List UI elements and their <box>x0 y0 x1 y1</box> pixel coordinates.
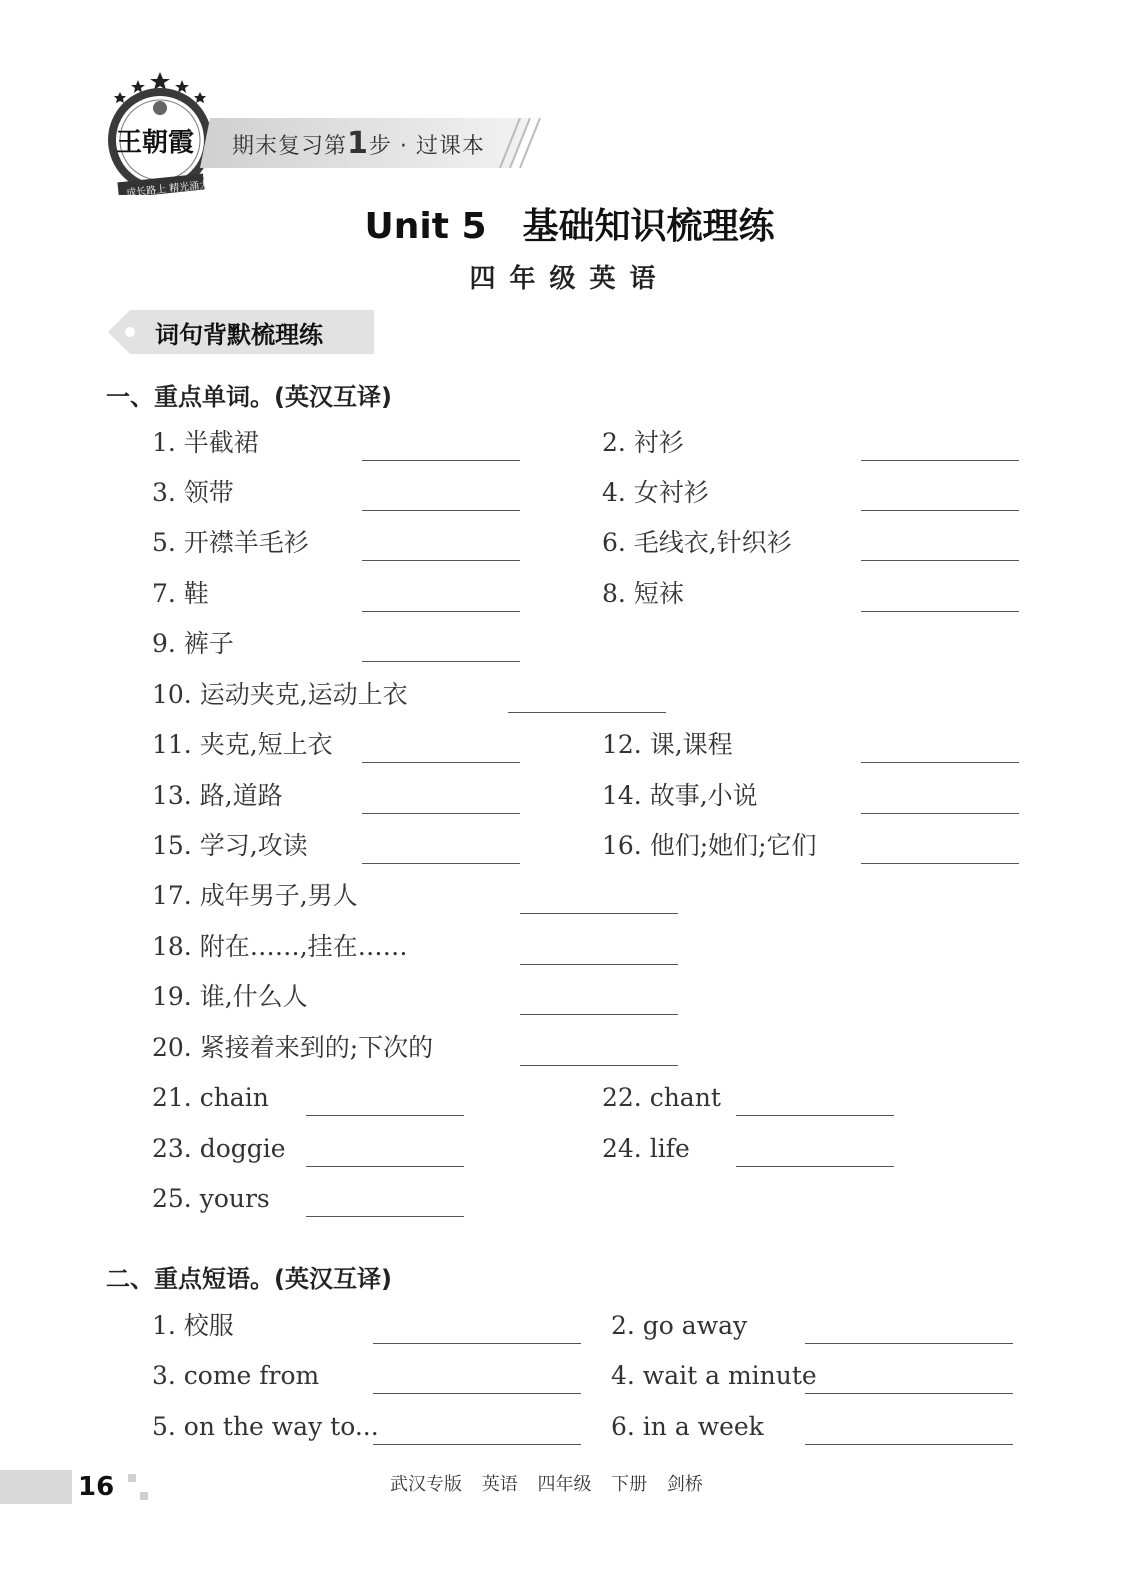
phrase-answer-blank-1[interactable] <box>373 1343 581 1344</box>
footer-edition-text: 武汉专版 英语 四年级 下册 剑桥 <box>390 1474 703 1495</box>
word-answer-blank-22[interactable] <box>736 1115 894 1116</box>
word-item-13: 13. 路,道路 <box>152 781 283 810</box>
word-answer-blank-1[interactable] <box>362 460 520 461</box>
word-answer-blank-16[interactable] <box>861 863 1019 864</box>
word-item-9: 9. 裤子 <box>152 629 234 658</box>
badge-name: 王朝霞 <box>116 128 195 158</box>
word-answer-blank-14[interactable] <box>861 813 1019 814</box>
word-item-22: 22. chant <box>602 1083 721 1112</box>
word-answer-blank-6[interactable] <box>861 560 1019 561</box>
phrase-item-4: 4. wait a minute <box>611 1361 817 1390</box>
word-item-1: 1. 半截裙 <box>152 428 259 457</box>
word-answer-blank-24[interactable] <box>736 1166 894 1167</box>
word-item-18: 18. 附在……,挂在…… <box>152 932 408 961</box>
word-item-21: 21. chain <box>152 1083 269 1112</box>
grade-subject-title: 四年级英语 <box>469 264 670 294</box>
phrase-answer-blank-5[interactable] <box>373 1444 581 1445</box>
word-item-14: 14. 故事,小说 <box>602 781 758 810</box>
word-item-12: 12. 课,课程 <box>602 730 733 759</box>
phrase-item-2: 2. go away <box>611 1311 748 1340</box>
phrase-answer-blank-3[interactable] <box>373 1393 581 1394</box>
word-answer-blank-7[interactable] <box>362 611 520 612</box>
word-answer-blank-9[interactable] <box>362 661 520 662</box>
word-answer-blank-18[interactable] <box>520 964 678 965</box>
word-item-4: 4. 女衬衫 <box>602 478 709 507</box>
word-item-15: 15. 学习,攻读 <box>152 831 308 860</box>
word-item-20: 20. 紧接着来到的;下次的 <box>152 1033 434 1062</box>
word-item-8: 8. 短袜 <box>602 579 684 608</box>
word-answer-blank-23[interactable] <box>306 1166 464 1167</box>
word-answer-blank-8[interactable] <box>861 611 1019 612</box>
phrase-answer-blank-4[interactable] <box>805 1393 1013 1394</box>
word-item-2: 2. 衬衫 <box>602 428 684 457</box>
word-item-25: 25. yours <box>152 1184 270 1213</box>
phrase-item-6: 6. in a week <box>611 1412 764 1441</box>
part2-title: 二、重点短语。(英汉互译) <box>106 1265 392 1293</box>
phrase-item-1: 1. 校服 <box>152 1311 234 1340</box>
word-item-10: 10. 运动夹克,运动上衣 <box>152 680 408 709</box>
word-answer-blank-15[interactable] <box>362 863 520 864</box>
section-tab-label: 词句背默梳理练 <box>155 321 323 349</box>
word-answer-blank-2[interactable] <box>861 460 1019 461</box>
phrase-item-3: 3. come from <box>152 1361 320 1390</box>
phrase-answer-blank-6[interactable] <box>805 1444 1013 1445</box>
word-item-11: 11. 夹克,短上衣 <box>152 730 333 759</box>
word-answer-blank-4[interactable] <box>861 510 1019 511</box>
footer-bar <box>0 1470 72 1504</box>
word-answer-blank-20[interactable] <box>520 1065 678 1066</box>
word-answer-blank-25[interactable] <box>306 1216 464 1217</box>
phrase-item-5: 5. on the way to... <box>152 1412 379 1441</box>
word-item-7: 7. 鞋 <box>152 579 209 608</box>
word-item-19: 19. 谁,什么人 <box>152 982 308 1011</box>
word-item-3: 3. 领带 <box>152 478 234 507</box>
word-item-16: 16. 他们;她们;它们 <box>602 831 817 860</box>
word-item-17: 17. 成年男子,男人 <box>152 881 358 910</box>
word-answer-blank-19[interactable] <box>520 1014 678 1015</box>
word-item-5: 5. 开襟羊毛衫 <box>152 528 309 557</box>
part1-title: 一、重点单词。(英汉互译) <box>106 383 392 411</box>
footer-deco-square <box>128 1474 136 1482</box>
badge-slogan: 成长路上 精光涌大 <box>125 179 210 200</box>
word-answer-blank-10[interactable] <box>508 712 666 713</box>
word-answer-blank-17[interactable] <box>520 913 678 914</box>
page-number: 16 <box>78 1472 115 1502</box>
word-item-24: 24. life <box>602 1134 690 1163</box>
word-item-23: 23. doggie <box>152 1134 286 1163</box>
word-answer-blank-21[interactable] <box>306 1115 464 1116</box>
step-banner-label: 期末复习第1步 · 过课本 <box>232 126 485 161</box>
phrase-answer-blank-2[interactable] <box>805 1343 1013 1344</box>
word-answer-blank-13[interactable] <box>362 813 520 814</box>
word-answer-blank-11[interactable] <box>362 762 520 763</box>
unit-title: Unit 5 基础知识梳理练 <box>364 206 775 247</box>
word-answer-blank-12[interactable] <box>861 762 1019 763</box>
word-answer-blank-5[interactable] <box>362 560 520 561</box>
word-answer-blank-3[interactable] <box>362 510 520 511</box>
footer-deco-square <box>140 1492 148 1500</box>
word-item-6: 6. 毛线衣,针织衫 <box>602 528 792 557</box>
